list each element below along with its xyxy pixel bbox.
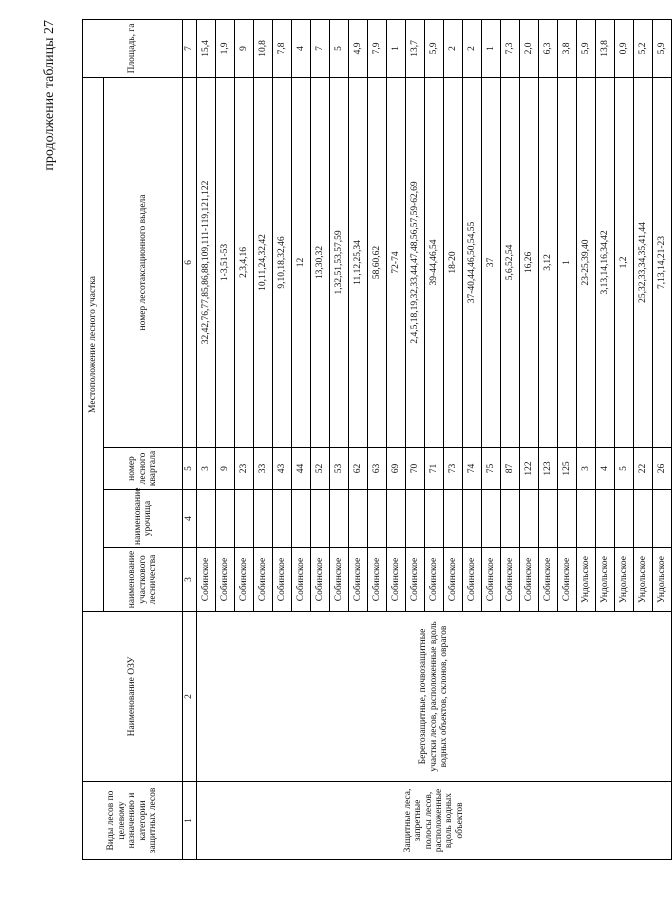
kvartal-cell: 123: [539, 448, 558, 490]
vydel-cell: 37: [482, 77, 501, 447]
lesnichestvo-cell: Собинское: [444, 548, 463, 612]
kvartal-cell: 9: [216, 448, 235, 490]
lesnichestvo-cell: Собинское: [558, 548, 577, 612]
urochishche-cell: [368, 490, 387, 548]
col-number: 7: [183, 19, 197, 77]
urochishche-cell: [197, 490, 216, 548]
vydel-cell: 1: [558, 77, 577, 447]
urochishche-cell: [653, 490, 672, 548]
vydel-cell: 32,42,76,77,85,86,88,109,111-119,121,122: [197, 77, 216, 447]
header-vydel: номер лесотаксационного выдела: [104, 77, 183, 447]
vydel-cell: 1,2: [615, 77, 634, 447]
vydel-cell: 11,12,25,34: [349, 77, 368, 447]
lesnichestvo-cell: Ундольское: [596, 548, 615, 612]
forest-type-cell: Защитные леса, запретные полосы лесов, расположенные вдоль водных объектов: [197, 782, 672, 860]
lesnichestvo-cell: Собинское: [254, 548, 273, 612]
lesnichestvo-cell: Собинское: [406, 548, 425, 612]
kvartal-cell: 87: [501, 448, 520, 490]
table-body: [197, 19, 672, 859]
urochishche-cell: [577, 490, 596, 548]
vydel-cell: 10,11,24,32,42: [254, 77, 273, 447]
urochishche-cell: [292, 490, 311, 548]
kvartal-cell: 22: [634, 448, 653, 490]
vydel-cell: 3,12: [539, 77, 558, 447]
area-cell: 13,8: [596, 19, 615, 77]
lesnichestvo-cell: Собинское: [197, 548, 216, 612]
kvartal-cell: 62: [349, 448, 368, 490]
urochishche-cell: [634, 490, 653, 548]
col-number: 5: [183, 448, 197, 490]
lesnichestvo-cell: Собинское: [311, 548, 330, 612]
rotated-page: [40, 20, 667, 860]
lesnichestvo-cell: Ундольское: [634, 548, 653, 612]
table-caption: продолжение таблицы 27: [42, 20, 57, 171]
area-cell: 0,9: [615, 19, 634, 77]
kvartal-cell: 23: [235, 448, 254, 490]
urochishche-cell: [425, 490, 444, 548]
urochishche-cell: [615, 490, 634, 548]
urochishche-cell: [311, 490, 330, 548]
vydel-cell: 1,32,51,53,57,59: [330, 77, 349, 447]
vydel-cell: 7,13,14,21-23: [653, 77, 672, 447]
lesnichestvo-cell: Собинское: [235, 548, 254, 612]
vydel-cell: 2,3,4,16: [235, 77, 254, 447]
area-cell: 5,9: [425, 19, 444, 77]
lesnichestvo-cell: Собинское: [368, 548, 387, 612]
kvartal-cell: 75: [482, 448, 501, 490]
area-cell: 3,8: [558, 19, 577, 77]
header-ozu-name: Наименование ОЗУ: [83, 612, 183, 782]
area-cell: 5,9: [577, 19, 596, 77]
urochishche-cell: [349, 490, 368, 548]
vydel-cell: 23-25,39,40: [577, 77, 596, 447]
area-cell: 2: [444, 19, 463, 77]
vydel-cell: 25,32,33,34,35,41,44: [634, 77, 653, 447]
col-number: 6: [183, 77, 197, 447]
col-number: 4: [183, 490, 197, 548]
urochishche-cell: [330, 490, 349, 548]
vydel-cell: 2,4,5,18,19,32,33,44,47,48,56,57,59-62,69: [406, 77, 425, 447]
vydel-cell: 12: [292, 77, 311, 447]
kvartal-cell: 71: [425, 448, 444, 490]
vydel-cell: 16,26: [520, 77, 539, 447]
kvartal-cell: 5: [615, 448, 634, 490]
kvartal-cell: 4: [596, 448, 615, 490]
area-cell: 1: [387, 19, 406, 77]
lesnichestvo-cell: Собинское: [463, 548, 482, 612]
urochishche-cell: [254, 490, 273, 548]
kvartal-cell: 26: [653, 448, 672, 490]
area-cell: 4: [292, 19, 311, 77]
urochishche-cell: [501, 490, 520, 548]
lesnichestvo-cell: Собинское: [425, 548, 444, 612]
kvartal-cell: 125: [558, 448, 577, 490]
area-cell: 7,3: [501, 19, 520, 77]
vydel-cell: 5,6,52,54: [501, 77, 520, 447]
lesnichestvo-cell: Собинское: [539, 548, 558, 612]
area-cell: 1: [482, 19, 501, 77]
area-cell: 7,8: [273, 19, 292, 77]
urochishche-cell: [273, 490, 292, 548]
kvartal-cell: 122: [520, 448, 539, 490]
ozu-name-cell: Берегозащитные, почвозащитные участки лесов, расположенные вдоль водных объектов, склонов, оврагов: [197, 612, 672, 782]
urochishche-cell: [558, 490, 577, 548]
kvartal-cell: 44: [292, 448, 311, 490]
urochishche-cell: [520, 490, 539, 548]
kvartal-cell: 52: [311, 448, 330, 490]
area-cell: 7: [311, 19, 330, 77]
table-row: [197, 19, 216, 859]
vydel-cell: 39-44,46,54: [425, 77, 444, 447]
lesnichestvo-cell: Собинское: [273, 548, 292, 612]
lesnichestvo-cell: Собинское: [501, 548, 520, 612]
kvartal-cell: 70: [406, 448, 425, 490]
col-number: 3: [183, 548, 197, 612]
lesnichestvo-cell: Собинское: [292, 548, 311, 612]
area-cell: 4,9: [349, 19, 368, 77]
vydel-cell: 18-20: [444, 77, 463, 447]
header-forest-type: Виды лесов по целевому назначению и категории защитных лесов: [83, 782, 183, 860]
area-cell: 1,9: [216, 19, 235, 77]
vydel-cell: 37-40,44,46,50,54,55: [463, 77, 482, 447]
vydel-cell: 3,13,14,16,34,42: [596, 77, 615, 447]
header-kvartal: номер лесного квартала: [104, 448, 183, 490]
area-cell: 2: [463, 19, 482, 77]
kvartal-cell: 3: [197, 448, 216, 490]
lesnichestvo-cell: Собинское: [387, 548, 406, 612]
area-cell: 15,4: [197, 19, 216, 77]
header-area: Площадь, га: [83, 19, 183, 77]
kvartal-cell: 53: [330, 448, 349, 490]
kvartal-cell: 33: [254, 448, 273, 490]
lesnichestvo-cell: Собинское: [482, 548, 501, 612]
area-cell: 13,7: [406, 19, 425, 77]
kvartal-cell: 73: [444, 448, 463, 490]
col-number: 1: [183, 782, 197, 860]
header-lesnichestvo: наименование участкового лесничества: [104, 548, 183, 612]
lesnichestvo-cell: Собинское: [330, 548, 349, 612]
lesnichestvo-cell: Ундольское: [653, 548, 672, 612]
urochishche-cell: [596, 490, 615, 548]
kvartal-cell: 63: [368, 448, 387, 490]
area-cell: 5,9: [653, 19, 672, 77]
urochishche-cell: [539, 490, 558, 548]
vydel-cell: 58,60,62: [368, 77, 387, 447]
urochishche-cell: [444, 490, 463, 548]
header-urochishche: наименование урочища: [104, 490, 183, 548]
area-cell: 5,2: [634, 19, 653, 77]
area-cell: 10,8: [254, 19, 273, 77]
vydel-cell: 72-74: [387, 77, 406, 447]
urochishche-cell: [406, 490, 425, 548]
kvartal-cell: 69: [387, 448, 406, 490]
lesnichestvo-cell: Собинское: [349, 548, 368, 612]
lesnichestvo-cell: Собинское: [216, 548, 235, 612]
area-cell: 7,9: [368, 19, 387, 77]
area-cell: 2,0: [520, 19, 539, 77]
urochishche-cell: [482, 490, 501, 548]
header-location-group: Местоположение лесного участка: [83, 77, 104, 611]
urochishche-cell: [387, 490, 406, 548]
lesnichestvo-cell: Собинское: [520, 548, 539, 612]
forest-table: [82, 19, 672, 860]
lesnichestvo-cell: Ундольское: [577, 548, 596, 612]
kvartal-cell: 3: [577, 448, 596, 490]
area-cell: 6,3: [539, 19, 558, 77]
lesnichestvo-cell: Ундольское: [615, 548, 634, 612]
urochishche-cell: [235, 490, 254, 548]
vydel-cell: 9,10,18,32,46: [273, 77, 292, 447]
urochishche-cell: [463, 490, 482, 548]
area-cell: 9: [235, 19, 254, 77]
vydel-cell: 1-3,51-53: [216, 77, 235, 447]
urochishche-cell: [216, 490, 235, 548]
kvartal-cell: 43: [273, 448, 292, 490]
vydel-cell: 13,30,32: [311, 77, 330, 447]
kvartal-cell: 74: [463, 448, 482, 490]
col-number: 2: [183, 612, 197, 782]
area-cell: 5: [330, 19, 349, 77]
